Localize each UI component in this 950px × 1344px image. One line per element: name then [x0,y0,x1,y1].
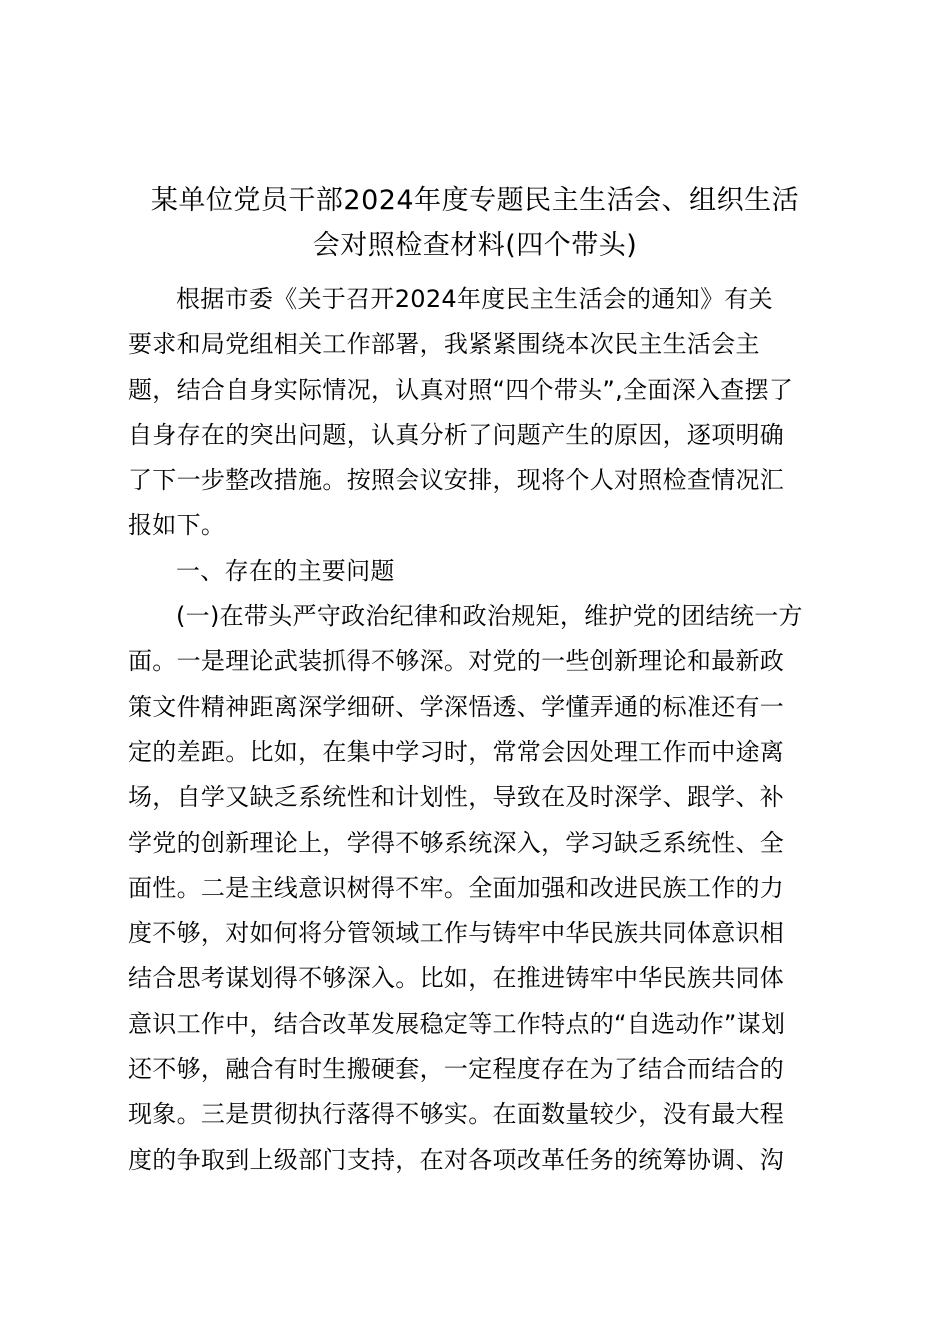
paragraph-line: 题，结合自身实际情况，认真对照“四个带头”,全面深入查摆了 [128,375,794,404]
paragraph-line: 还不够，融合有时生搬硬套，一定程度存在为了结合而结合的 [128,1055,785,1084]
paragraph-line: 策文件精神距离深学细研、学深悟透、学懂弄通的标准还有一 [128,692,785,721]
paragraph-line: 自身存在的突出问题，认真分析了问题产生的原因，逐项明确 [128,420,785,449]
title-line: 会对照检查材料(四个带头) [312,230,638,261]
paragraph-line: 学党的创新理论上，学得不够系统深入，学习缺乏系统性、全 [128,828,785,857]
paragraph-line: 了下一步整改措施。按照会议安排，现将个人对照检查情况汇 [128,466,785,495]
document-body [128,277,828,1183]
paragraph-line: 场，自学又缺乏系统性和计划性，导致在及时深学、跟学、补 [128,783,785,812]
document-title [120,178,830,268]
paragraph-line: 定的差距。比如，在集中学习时，常常会因处理工作而中途离 [128,737,785,766]
paragraph-line: 度的争取到上级部门支持，在对各项改革任务的统筹协调、沟 [128,1145,785,1174]
paragraph-line: 根据市委《关于召开2024年度民主生活会的通知》有关 [176,285,773,313]
paragraph-line: 要求和局党组相关工作部署，我紧紧围绕本次民主生活会主 [128,330,760,359]
paragraph-line: (一)在带头严守政治纪律和政治规矩，维护党的团结统一方 [176,602,803,631]
paragraph-line: 面。一是理论武装抓得不够深。对党的一些创新理论和最新政 [128,647,785,676]
paragraph-line: 现象。三是贯彻执行落得不够实。在面数量较少，没有最大程 [128,1100,785,1129]
paragraph-line: 报如下。 [128,511,226,540]
paragraph-line: 度不够，对如何将分管领域工作与铸牢中华民族共同体意识相 [128,919,785,948]
section-heading: 一、存在的主要问题 [176,556,395,585]
paragraph-line: 结合思考谋划得不够深入。比如，在推进铸牢中华民族共同体 [128,964,785,993]
paragraph-line: 意识工作中，结合改革发展稳定等工作特点的“自选动作”谋划 [128,1009,786,1038]
paragraph-line: 面性。二是主线意识树得不牢。全面加强和改进民族工作的力 [128,873,785,902]
title-line: 某单位党员干部2024年度专题民主生活会、组织生活 [150,185,800,216]
